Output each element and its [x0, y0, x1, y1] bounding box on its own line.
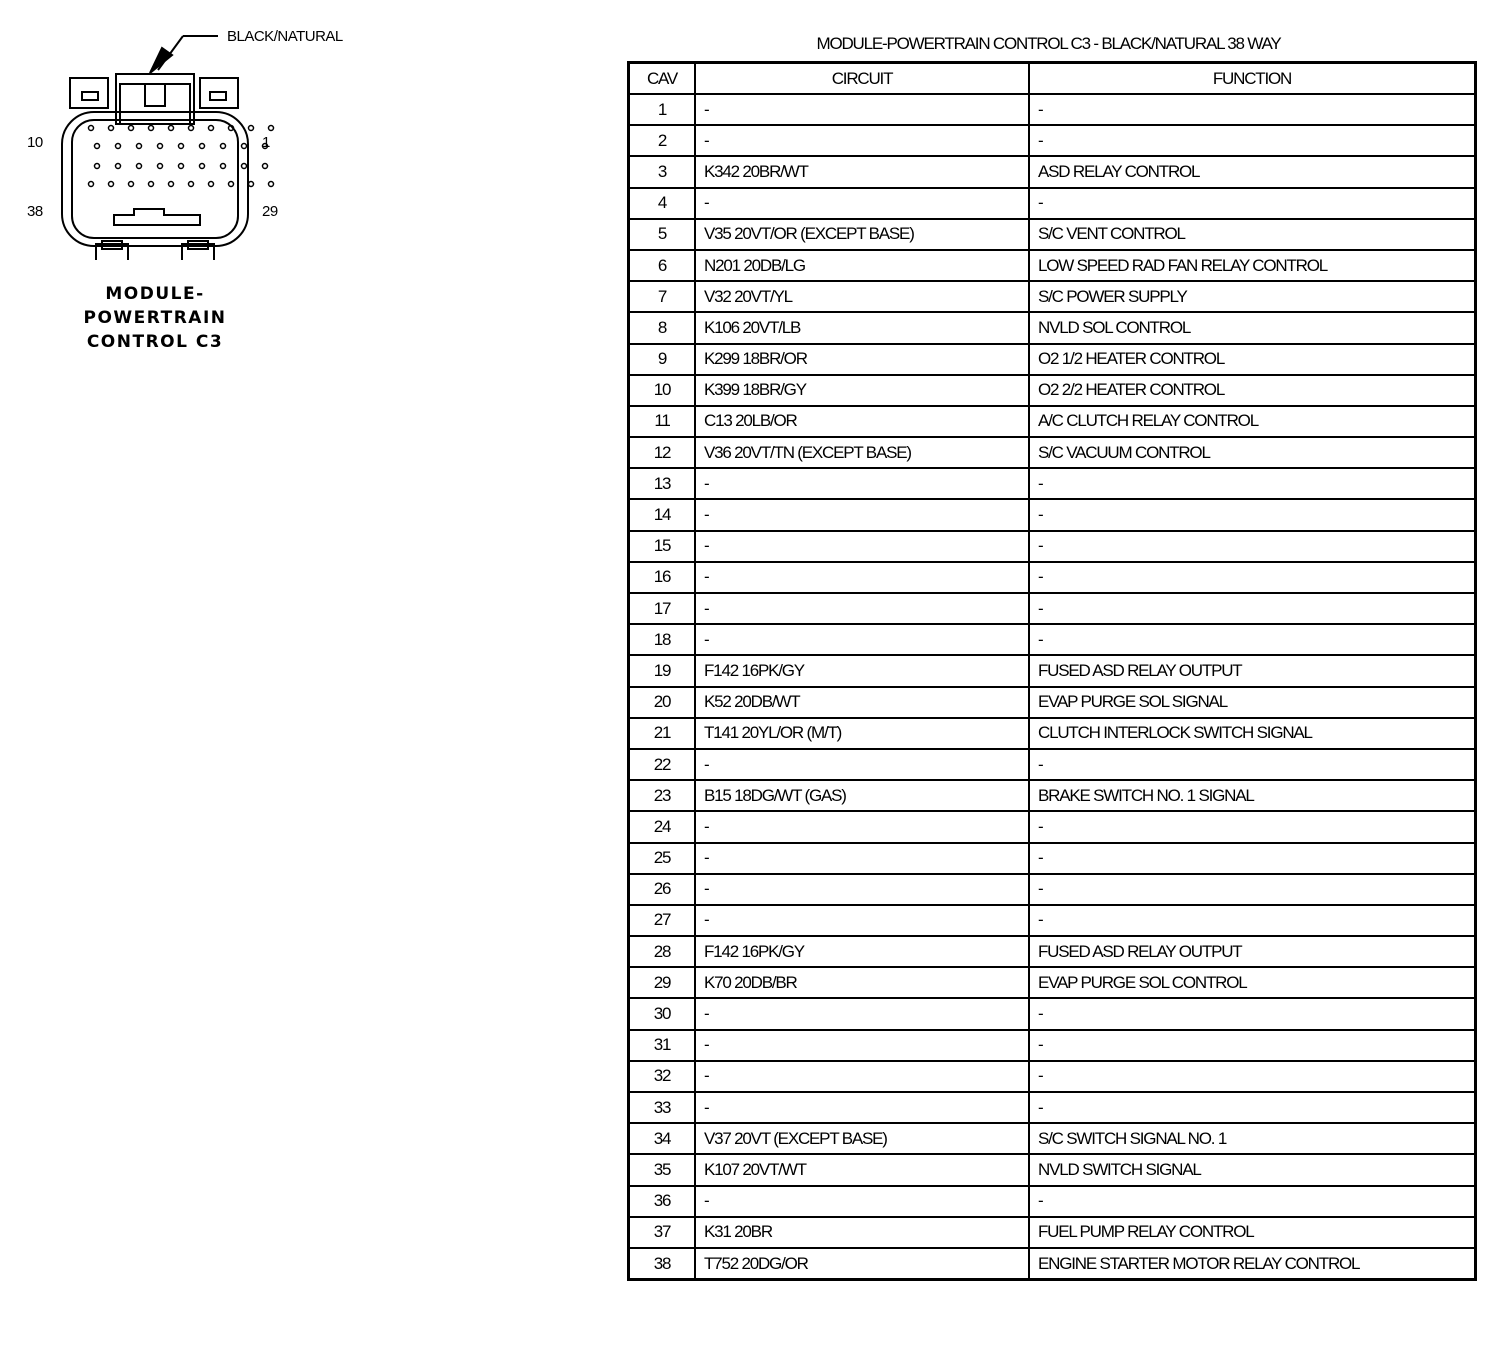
table-row: [629, 1154, 1476, 1185]
table-row: [629, 1092, 1476, 1123]
pin-cavity: [95, 164, 100, 169]
table-row: [629, 375, 1476, 406]
function-cell: -: [1029, 1030, 1476, 1061]
function-cell: -: [1029, 125, 1476, 156]
circuit-cell: F142 16PK/GY: [695, 936, 1029, 967]
cavity-cell: 21: [629, 718, 696, 749]
cavity-cell: 27: [629, 905, 696, 936]
pin-cavity: [209, 182, 214, 187]
circuit-cell: V32 20VT/YL: [695, 281, 1029, 312]
cavity-cell: 18: [629, 624, 696, 655]
function-cell: S/C POWER SUPPLY: [1029, 281, 1476, 312]
function-cell: FUSED ASD RELAY OUTPUT: [1029, 655, 1476, 686]
cavity-cell: 38: [629, 1248, 696, 1280]
cavity-cell: 36: [629, 1186, 696, 1217]
function-cell: A/C CLUTCH RELAY CONTROL: [1029, 406, 1476, 437]
cavity-cell: 4: [629, 188, 696, 219]
table-row: [629, 281, 1476, 312]
pin-cavity: [158, 144, 163, 149]
function-cell: -: [1029, 94, 1476, 125]
circuit-cell: -: [695, 1186, 1029, 1217]
cavity-cell: 37: [629, 1217, 696, 1248]
pin-cavity: [95, 144, 100, 149]
circuit-cell: -: [695, 531, 1029, 562]
pin-label-10: 10: [27, 134, 43, 151]
table-row: [629, 655, 1476, 686]
table-row: [629, 967, 1476, 998]
table-row: [629, 593, 1476, 624]
pin-cavity: [269, 182, 274, 187]
table-header-row: [629, 63, 1476, 95]
circuit-cell: T141 20YL/OR (M/T): [695, 718, 1029, 749]
pin-cavity: [116, 164, 121, 169]
table-row: [629, 843, 1476, 874]
circuit-cell: K106 20VT/LB: [695, 312, 1029, 343]
cavity-cell: 6: [629, 250, 696, 281]
pin-cavity: [179, 144, 184, 149]
connector-title-line: POWERTRAIN: [83, 308, 227, 328]
cavity-cell: 31: [629, 1030, 696, 1061]
cavity-cell: 16: [629, 562, 696, 593]
pin-cavity: [179, 164, 184, 169]
table-row: [629, 687, 1476, 718]
pin-cavity: [263, 164, 268, 169]
cavity-cell: 24: [629, 811, 696, 842]
function-cell: -: [1029, 1186, 1476, 1217]
circuit-cell: N201 20DB/LG: [695, 250, 1029, 281]
pin-cavity: [109, 126, 114, 131]
cavity-cell: 29: [629, 967, 696, 998]
pin-cavity: [200, 164, 205, 169]
pin-cavity: [158, 164, 163, 169]
circuit-cell: V36 20VT/TN (EXCEPT BASE): [695, 437, 1029, 468]
cavity-cell: 33: [629, 1092, 696, 1123]
circuit-cell: K299 18BR/OR: [695, 344, 1029, 375]
connector-title: [60, 282, 250, 354]
header-cav: CAV: [629, 63, 696, 95]
function-cell: -: [1029, 1061, 1476, 1092]
function-cell: NVLD SWITCH SIGNAL: [1029, 1154, 1476, 1185]
circuit-cell: K70 20DB/BR: [695, 967, 1029, 998]
table-row: [629, 156, 1476, 187]
pin-label-38: 38: [27, 203, 43, 220]
table-row: [629, 1123, 1476, 1154]
circuit-cell: -: [695, 1061, 1029, 1092]
circuit-cell: C13 20LB/OR: [695, 406, 1029, 437]
cavity-cell: 28: [629, 936, 696, 967]
pin-cavity: [169, 182, 174, 187]
table-row: [629, 874, 1476, 905]
function-cell: O2 2/2 HEATER CONTROL: [1029, 375, 1476, 406]
pin-cavity: [249, 126, 254, 131]
table-row: [629, 1030, 1476, 1061]
function-cell: -: [1029, 593, 1476, 624]
circuit-cell: K342 20BR/WT: [695, 156, 1029, 187]
function-cell: -: [1029, 905, 1476, 936]
function-cell: -: [1029, 998, 1476, 1029]
pin-label-1: 1: [262, 134, 270, 151]
table-row: [629, 1186, 1476, 1217]
cavity-cell: 17: [629, 593, 696, 624]
cavity-cell: 30: [629, 998, 696, 1029]
header-function: FUNCTION: [1029, 63, 1476, 95]
table-row: [629, 499, 1476, 530]
function-cell: FUSED ASD RELAY OUTPUT: [1029, 936, 1476, 967]
circuit-cell: -: [695, 998, 1029, 1029]
function-cell: ASD RELAY CONTROL: [1029, 156, 1476, 187]
pin-cavity: [242, 164, 247, 169]
cavity-cell: 7: [629, 281, 696, 312]
function-cell: -: [1029, 531, 1476, 562]
function-cell: -: [1029, 749, 1476, 780]
circuit-cell: -: [695, 811, 1029, 842]
pin-cavity: [137, 144, 142, 149]
circuit-cell: -: [695, 499, 1029, 530]
table-row: [629, 1061, 1476, 1092]
table-row: [629, 437, 1476, 468]
pin-cavity: [169, 126, 174, 131]
pin-cavity: [249, 182, 254, 187]
connector-title-line: CONTROL C3: [86, 332, 224, 352]
function-cell: -: [1029, 874, 1476, 905]
pin-cavity: [242, 144, 247, 149]
cavity-cell: 22: [629, 749, 696, 780]
function-cell: -: [1029, 562, 1476, 593]
circuit-cell: -: [695, 125, 1029, 156]
pin-cavity: [269, 126, 274, 131]
table-row: [629, 718, 1476, 749]
cavity-cell: 35: [629, 1154, 696, 1185]
pin-cavity: [89, 182, 94, 187]
connector-diagram: [0, 20, 360, 260]
pin-cavity: [189, 126, 194, 131]
function-cell: EVAP PURGE SOL CONTROL: [1029, 967, 1476, 998]
function-cell: -: [1029, 811, 1476, 842]
circuit-cell: -: [695, 843, 1029, 874]
pin-label-29: 29: [262, 203, 278, 220]
table-row: [629, 250, 1476, 281]
pin-cavity: [89, 126, 94, 131]
cavity-cell: 15: [629, 531, 696, 562]
table-row: [629, 1248, 1476, 1280]
pin-cavity: [221, 164, 226, 169]
pin-cavity: [109, 182, 114, 187]
function-cell: O2 1/2 HEATER CONTROL: [1029, 344, 1476, 375]
table-row: [629, 1217, 1476, 1248]
pin-cavity: [221, 144, 226, 149]
cavity-cell: 26: [629, 874, 696, 905]
circuit-cell: K52 20DB/WT: [695, 687, 1029, 718]
circuit-cell: -: [695, 874, 1029, 905]
table-row: [629, 998, 1476, 1029]
cavity-cell: 2: [629, 125, 696, 156]
circuit-cell: -: [695, 562, 1029, 593]
function-cell: -: [1029, 1092, 1476, 1123]
function-cell: FUEL PUMP RELAY CONTROL: [1029, 1217, 1476, 1248]
function-cell: S/C VACUUM CONTROL: [1029, 437, 1476, 468]
header-circuit: CIRCUIT: [695, 63, 1029, 95]
circuit-cell: -: [695, 624, 1029, 655]
cavity-cell: 19: [629, 655, 696, 686]
pin-cavity: [116, 144, 121, 149]
connector-title-line: MODULE-: [105, 284, 205, 304]
pin-cavity: [149, 182, 154, 187]
pointer-arrow-icon: [150, 36, 218, 73]
cavity-cell: 14: [629, 499, 696, 530]
circuit-cell: -: [695, 94, 1029, 125]
function-cell: NVLD SOL CONTROL: [1029, 312, 1476, 343]
function-cell: EVAP PURGE SOL SIGNAL: [1029, 687, 1476, 718]
cavity-cell: 32: [629, 1061, 696, 1092]
function-cell: CLUTCH INTERLOCK SWITCH SIGNAL: [1029, 718, 1476, 749]
circuit-cell: -: [695, 905, 1029, 936]
pin-cavity: [229, 182, 234, 187]
table-row: [629, 219, 1476, 250]
pin-cavity: [137, 164, 142, 169]
function-cell: BRAKE SWITCH NO. 1 SIGNAL: [1029, 780, 1476, 811]
function-cell: -: [1029, 188, 1476, 219]
function-cell: -: [1029, 624, 1476, 655]
circuit-cell: -: [695, 1030, 1029, 1061]
cavity-cell: 1: [629, 94, 696, 125]
table-row: [629, 936, 1476, 967]
table-row: [629, 811, 1476, 842]
table-row: [629, 312, 1476, 343]
circuit-cell: F142 16PK/GY: [695, 655, 1029, 686]
circuit-cell: K399 18BR/GY: [695, 375, 1029, 406]
table-row: [629, 562, 1476, 593]
table-row: [629, 188, 1476, 219]
table-row: [629, 780, 1476, 811]
table-row: [629, 531, 1476, 562]
pin-cavity: [200, 144, 205, 149]
cavity-cell: 11: [629, 406, 696, 437]
cavity-cell: 8: [629, 312, 696, 343]
circuit-cell: V37 20VT (EXCEPT BASE): [695, 1123, 1029, 1154]
circuit-cell: -: [695, 468, 1029, 499]
table-row: [629, 344, 1476, 375]
cavity-cell: 12: [629, 437, 696, 468]
pin-cavity: [209, 126, 214, 131]
function-cell: ENGINE STARTER MOTOR RELAY CONTROL: [1029, 1248, 1476, 1280]
cavity-cell: 13: [629, 468, 696, 499]
circuit-cell: K31 20BR: [695, 1217, 1029, 1248]
cavity-cell: 34: [629, 1123, 696, 1154]
connector-color-label: BLACK/NATURAL: [227, 28, 343, 45]
table-row: [629, 94, 1476, 125]
circuit-cell: -: [695, 188, 1029, 219]
table-row: [629, 905, 1476, 936]
cavity-cell: 3: [629, 156, 696, 187]
circuit-cell: -: [695, 593, 1029, 624]
cavity-cell: 25: [629, 843, 696, 874]
circuit-cell: -: [695, 1092, 1029, 1123]
cavity-cell: 23: [629, 780, 696, 811]
function-cell: -: [1029, 499, 1476, 530]
pin-cavity: [229, 126, 234, 131]
cavity-cell: 20: [629, 687, 696, 718]
table-row: [629, 468, 1476, 499]
function-cell: S/C VENT CONTROL: [1029, 219, 1476, 250]
table-row: [629, 125, 1476, 156]
pin-cavity: [149, 126, 154, 131]
cavity-cell: 10: [629, 375, 696, 406]
circuit-cell: T752 20DG/OR: [695, 1248, 1029, 1280]
function-cell: LOW SPEED RAD FAN RELAY CONTROL: [1029, 250, 1476, 281]
pin-cavity: [129, 126, 134, 131]
circuit-cell: K107 20VT/WT: [695, 1154, 1029, 1185]
circuit-cell: B15 18DG/WT (GAS): [695, 780, 1029, 811]
table-row: [629, 406, 1476, 437]
table-row: [629, 749, 1476, 780]
cavity-cell: 9: [629, 344, 696, 375]
table-row: [629, 624, 1476, 655]
cavity-cell: 5: [629, 219, 696, 250]
function-cell: -: [1029, 843, 1476, 874]
function-cell: -: [1029, 468, 1476, 499]
circuit-cell: -: [695, 749, 1029, 780]
pinout-table: [627, 61, 1477, 1281]
pin-cavity: [129, 182, 134, 187]
circuit-cell: V35 20VT/OR (EXCEPT BASE): [695, 219, 1029, 250]
table-title: MODULE-POWERTRAIN CONTROL C3 - BLACK/NATURAL 38 WAY: [816, 34, 1281, 53]
function-cell: S/C SWITCH SIGNAL NO. 1: [1029, 1123, 1476, 1154]
pin-cavity: [189, 182, 194, 187]
